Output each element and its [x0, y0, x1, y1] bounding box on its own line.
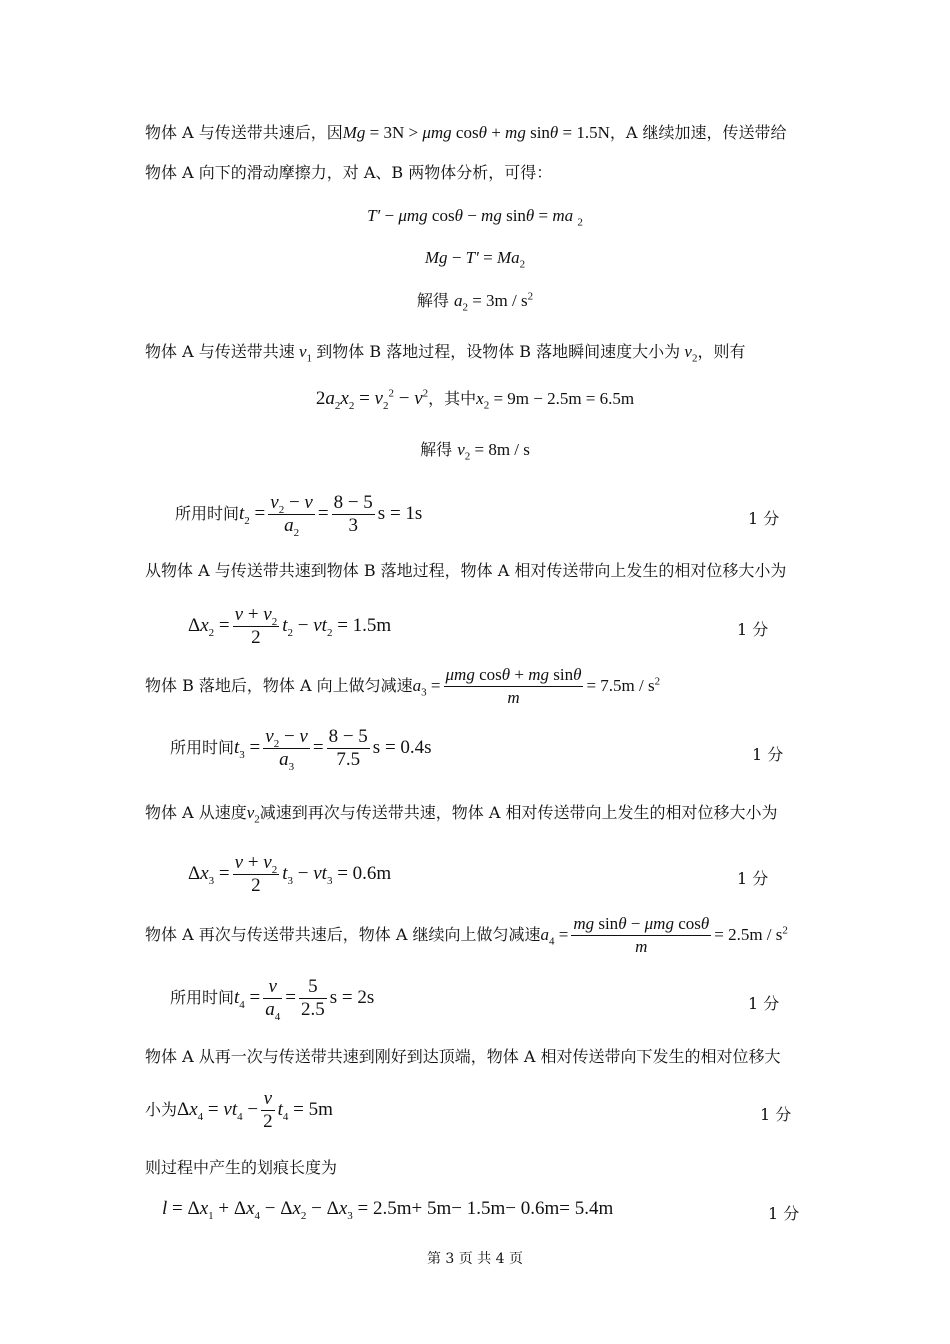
formula-t3: 所用时间$t_3$ = $\frac{v_2 - v}{a_3}$ = $\frac{8 - 5}{7.5}$ s = 0.4s	[170, 726, 432, 773]
equation-b-motion: $Mg - T' = Ma_2$	[424, 248, 526, 271]
page-footer: 第 3 页 共 4 页	[426, 1251, 524, 1267]
text-line-8: 从物体 A 与传送带共速到物体 B 落地过程，物体 A 相对传送带向上发生的相对位移大小为	[145, 561, 787, 580]
equation-kinematic-1: $2a_2x_2 = v_2^2 - v^2$，其中$x_2 = 9m - 2.5m = 6.5m$	[315, 387, 635, 412]
equation-a-motion: T′ − μmg cosθ − mg sinθ = ma $_2$	[367, 206, 583, 229]
score-5: 1 分	[748, 994, 780, 1013]
score-2: 1 分	[737, 620, 769, 639]
result-a2: 解得 $a_2 = 3m / s^2$	[416, 290, 534, 314]
text-line-16: 物体 A 从再一次与传送带共速到刚好到达顶端，物体 A 相对传送带向下发生的相对位移大	[145, 1047, 781, 1066]
text-line-4: 物体 A 与传送带共速 $v_1$ 到物体 B 落地过程，设物体 B 落地瞬间速度大小为 $v_2$，则有	[145, 342, 746, 365]
formula-scratch-length: $l = \Delta x_1 + \Delta x_4 - \Delta x_2 - \Delta x_3 = 2.5m+ 5m- 1.5m- 0.6m= 5.4m$	[162, 1198, 614, 1222]
formula-dx2: $\Delta x_2$ = $\frac{v + v_2}{2}$ $t_2 - vt_2 = 1.5m$	[188, 604, 392, 649]
formula-a3: 物体 B 落地后，物体 A 向上做匀减速$a_3$ = $\frac{\text{μmg cosθ + mg sinθ}}{m}$ = $7.5m / s^2$	[145, 665, 661, 707]
formula-a4: 物体 A 再次与传送带共速后，物体 A 继续向上做匀减速$a_4$ = $\frac{\text{mg sinθ − μmg cosθ}}{m}$ = $2.5m / s^2$	[145, 914, 788, 956]
text-line-2: 物体 A 向下的滑动摩擦力，对 A、B 两物体分析，可得：	[145, 163, 553, 182]
score-7: 1 分	[768, 1204, 800, 1223]
score-1: 1 分	[748, 509, 780, 528]
text-line-18: 则过程中产生的划痕长度为	[145, 1158, 338, 1177]
formula-t4: 所用时间$t_4$ = $\frac{v}{a_4}$ = $\frac{5}{2.5}$ s = 2s	[170, 976, 375, 1023]
score-6: 1 分	[760, 1105, 792, 1124]
text-line-12: 物体 A 从速度$v_2$减速到再次与传送带共速，物体 A 相对传送带向上发生的相对位移大小为	[145, 803, 778, 826]
formula-force-compare: Mg = 3N > μmg cosθ + mg sinθ = 1.5N	[342, 123, 610, 142]
result-v2: 解得 $v_2 = 8m / s$	[420, 440, 530, 463]
formula-dx4: 小为$\Delta x_4 = vt_4$ − $\frac{v}{2}$ $t_4 = 5m$	[145, 1088, 333, 1132]
score-3: 1 分	[752, 745, 784, 764]
score-4: 1 分	[737, 869, 769, 888]
text-line-1: 物体 A 与传送带共速后，因Mg = 3N > μmg cosθ + mg sinθ = 1.5N，A 继续加速，传送带给	[145, 123, 787, 142]
formula-t2: 所用时间$t_2$ = $\frac{v_2 - v}{a_2}$ = $\frac{8 - 5}{3}$ s = 1s	[175, 492, 423, 539]
formula-dx3: $\Delta x_3$ = $\frac{v + v_2}{2}$ $t_3 - vt_3 = 0.6m$	[188, 852, 392, 897]
